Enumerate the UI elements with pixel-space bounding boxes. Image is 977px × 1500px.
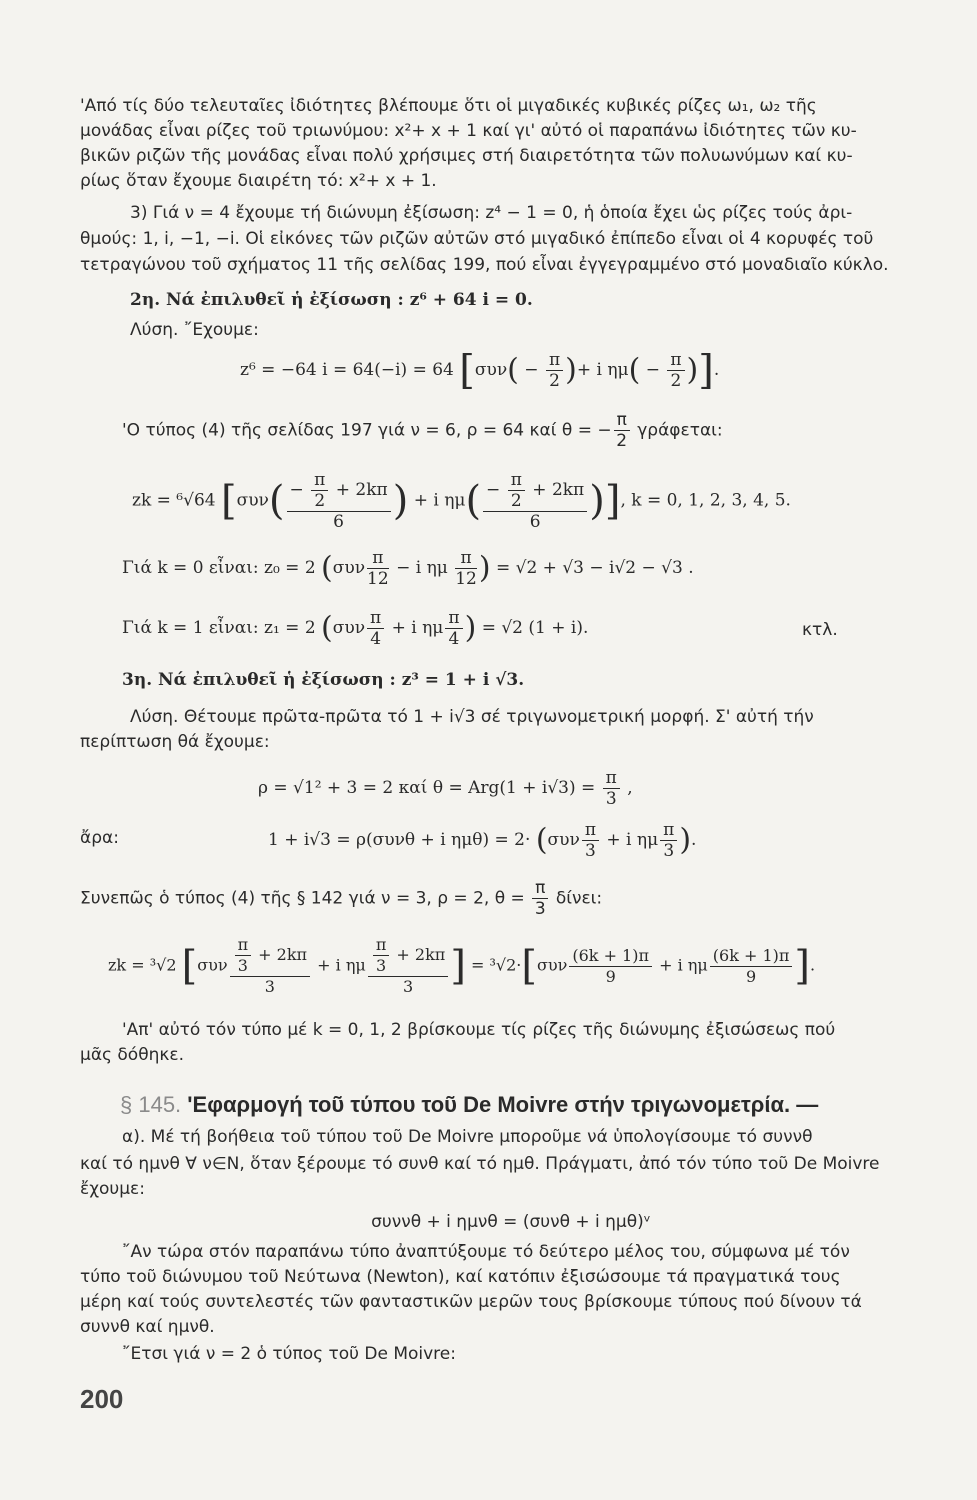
k1-formula: Γιά k = 1 εἶναι: z₁ = 2 (συν $\frac{\pi}{4}$ + i ημ $\frac{\pi}{4}$ ) = √2 (1 + i). <box>122 608 589 649</box>
after-line-5: ῎Ετσι γιά ν = 2 ὁ τύπος τοῦ De Moivre: <box>122 1344 456 1364</box>
item3-line-3: τετραγώνου τοῦ σχήματος 11 τῆς σελίδας 199, πού εἶναι ἐγγεγραμμένο στό μοναδιαῖο κύκλο. <box>80 255 889 275</box>
section-145-line-1: α). Μέ τή βοήθεια τοῦ τύπου τοῦ De Moivre μποροῦμε νά ὑπολογίσουμε τό συννθ <box>122 1127 813 1147</box>
ara-equation: 1 + i√3 = ρ(συνθ + i ημθ) = 2· <box>268 830 531 850</box>
equation-z6-lhs: z⁶ = −64 i = 64(−i) = 64 <box>240 360 454 380</box>
k-range: , k = 0, 1, 2, 3, 4, 5. <box>620 490 791 511</box>
after-line-1: ῎Αν τώρα στόν παραπάνω τύπο ἀναπτύξουμε τό δεύτερο μέλος του, σύμφωνα μέ τόν <box>122 1242 850 1262</box>
section-145-line-2: καί τό ημνθ ∀ ν∈N, ὅταν ξέρουμε τό συνθ καί τό ημθ. Πράγματι, ἀπό τόν τύπο τοῦ De Moivre <box>80 1154 880 1174</box>
rho-theta-formula: ρ = √1² + 3 = 2 καί θ = Arg(1 + i√3) = $\frac{\pi}{3}$ , <box>258 768 633 809</box>
zk3-label: zk = ³√2 <box>108 955 177 975</box>
rho-theta-text: ρ = √1² + 3 = 2 καί θ = Arg(1 + i√3) = <box>258 778 596 798</box>
k0-formula: Γιά k = 0 εἶναι: z₀ = 2 (συν $\frac{\pi}{12}$ − i ημ $\frac{\pi}{12}$ ) = √2 + √3 − i√2 − √3 . <box>122 548 694 589</box>
zk-formula-6: zk = ⁶√64 [συν( − $\frac{\pi}{2}$ + 2kπ 6 ) + i ημ( − $\frac{\pi}{2}$ + 2kπ 6 )], k = 0, 1, 2, 3, 4, 5. <box>132 470 791 532</box>
section-145-number: § 145. <box>120 1092 182 1117</box>
after-line-3: μέρη καί τούς συντελεστές τῶν φανταστικῶν μερῶν τους βρίσκουμε τύπους πού δίνουν τά <box>80 1292 862 1312</box>
page-number: 200 <box>80 1384 124 1414</box>
example-3-solution-line-1: Λύση. Θέτουμε πρῶτα-πρῶτα τό 1 + i√3 σέ τριγωνομετρική μορφή. Σ' αὐτή τήν <box>130 707 814 727</box>
intro-line-4: ρίως ὅταν ἔχουμε διαιρέτη τό: x²+ x + 1. <box>80 171 437 191</box>
k0-label: Γιά k = 0 εἶναι: z₀ = 2 <box>122 558 316 578</box>
conclusion-line-1: 'Απ' αὐτό τόν τύπο μέ k = 0, 1, 2 βρίσκουμε τίς ρίζες τῆς διώνυμης ἐξισώσεως πού <box>122 1020 836 1040</box>
k1-label: Γιά k = 1 εἶναι: z₁ = 2 <box>122 618 316 638</box>
consequently-text: Συνεπῶς ὁ τύπος (4) τῆς § 142 γιά ν = 3, ρ = 2, θ = <box>80 888 525 909</box>
after-line-4: συννθ καί ημνθ. <box>80 1317 215 1337</box>
conclusion-line-2: μᾶς δόθηκε. <box>80 1045 184 1065</box>
intro-line-3: βικῶν ριζῶν τῆς μονάδας εἶναι πολύ χρήσιμες στή διαιρετότητα τῶν πολυωνύμων καί κυ- <box>80 146 853 166</box>
de-moivre-identity: συννθ + i ημνθ = (συνθ + i ημθ)ᵛ <box>371 1212 651 1232</box>
section-145-line-3: ἔχουμε: <box>80 1179 145 1199</box>
example-2-title: 2η. Νά ἐπιλυθεῖ ἡ ἐξίσωση : z⁶ + 64 i = 0. <box>130 290 533 310</box>
ara-formula: 1 + i√3 = ρ(συνθ + i ημθ) = 2· (συν $\frac{\pi}{3}$ + i ημ $\frac{\pi}{3}$ ). <box>268 820 697 861</box>
k0-result: = √2 + √3 − i√2 − √3 . <box>495 558 694 578</box>
example-3-title: 3η. Νά ἐπιλυθεῖ ἡ ἐξίσωση : z³ = 1 + i √3. <box>122 670 525 690</box>
zk-label: zk = ⁶√64 <box>132 490 216 511</box>
formula-4-tail: γράφεται: <box>637 420 723 441</box>
k1-result: = √2 (1 + i). <box>481 618 589 638</box>
item3-line-1: 3) Γιά ν = 4 ἔχουμε τή διώνυμη ἐξίσωση: z⁴ − 1 = 0, ἡ ὁποία ἔχει ὡς ρίζες τούς ἀρι- <box>130 203 853 223</box>
example-3-solution-line-2: περίπτωση θά ἔχουμε: <box>80 732 270 752</box>
consequently-tail: δίνει: <box>555 888 603 909</box>
formula-4-text: 'Ο τύπος (4) τῆς σελίδας 197 γιά ν = 6, ρ = 64 καί θ = − <box>122 420 612 441</box>
item3-line-2: θμούς: 1, i, −1, −i. Οἱ εἰκόνες τῶν ριζῶν αὐτῶν στό μιγαδικό ἐπίπεδο εἶναι οἱ 4 κορυφές τοῦ <box>80 229 874 249</box>
example-2-solution-label: Λύση. ῎Εχουμε: <box>130 320 259 340</box>
etc-label: κτλ. <box>802 620 838 640</box>
ara-label: ἄρα: <box>80 828 119 848</box>
intro-line-2: μονάδας εἶναι ρίζες τοῦ τριωνύμου: x²+ x + 1 καί γι' αὐτό οἱ παραπάνω ἰδιότητες τῶν κυ- <box>80 121 857 141</box>
zk-formula-3: zk = ³√2 [συν $\frac{\pi}{3}$ + 2kπ 3 + i ημ $\frac{\pi}{3}$ + 2kπ 3 ] = ³√2·[συν $\frac{(6k + 1)\pi}{9}$ + i ημ $\frac{(6k + 1)\pi}{9}$ ]. <box>108 935 816 996</box>
consequently-line: Συνεπῶς ὁ τύπος (4) τῆς § 142 γιά ν = 3, ρ = 2, θ = $\frac{\pi}{3}$ δίνει: <box>80 878 603 919</box>
section-145-heading <box>120 1092 818 1118</box>
equation-z6: z⁶ = −64 i = 64(−i) = 64 [συν( − $\frac{\pi}{2}$ )+ i ημ( − $\frac{\pi}{2}$ )]. <box>240 347 720 394</box>
after-line-2: τύπο τοῦ διώνυμου τοῦ Νεύτωνα (Newton), καί κατόπιν ἐξισώσουμε τά πραγματικά τους <box>80 1267 841 1287</box>
formula-4-line: 'Ο τύπος (4) τῆς σελίδας 197 γιά ν = 6, ρ = 64 καί θ = − $\frac{\pi}{2}$ γράφεται: <box>122 410 723 451</box>
intro-line-1: 'Από τίς δύο τελευταῖες ἰδιότητες βλέπουμε ὅτι οἱ μιγαδικές κυβικές ρίζες ω₁, ω₂ τῆς <box>80 96 817 116</box>
section-145-title: 'Εφαρμογή τοῦ τύπου τοῦ De Moivre στήν τριγωνομετρία. — <box>187 1092 819 1117</box>
